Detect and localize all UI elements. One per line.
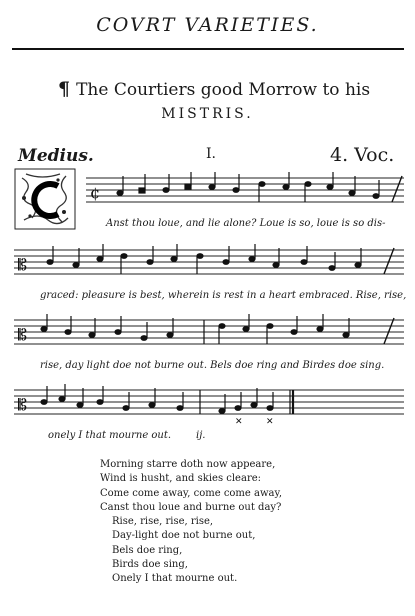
decorated-initial-c: [14, 168, 76, 230]
lyric-line-1: Anst thou loue, and lie alone? Loue is so, loue is so dis-: [106, 218, 386, 229]
music-staff-2: [14, 244, 404, 284]
song-number: I.: [206, 146, 216, 162]
lyric-line-3: rise, day light doe not burne out. Bels doe ring and Birdes doe sing.: [40, 360, 385, 371]
song-title-line2: MISTRIS.: [161, 106, 254, 122]
pilcrow-mark: ¶: [58, 78, 71, 100]
poem-line: Come come away, come come away,: [100, 487, 282, 499]
lyric-line-2: graced: pleasure is best, wherein is rest in a heart embraced. Rise, rise,: [40, 290, 407, 301]
music-staff-3: [14, 314, 404, 354]
svg-text:✕: ✕: [266, 417, 274, 424]
poem-line: Wind is husht, and skies cleare:: [100, 473, 262, 485]
svg-text:𝄡: 𝄡: [18, 255, 27, 274]
voices-count: 4. Voc.: [330, 144, 395, 166]
song-title-text: The Courtiers good Morrow to his: [76, 80, 371, 100]
poem-line: Canst thou loue and burne out day?: [100, 501, 282, 513]
running-header: COVRT VARIETIES.: [96, 14, 319, 36]
poem-line: Morning starre doth now appeare,: [100, 459, 276, 470]
music-staff-1: [86, 172, 404, 212]
svg-text:𝄡: 𝄡: [18, 325, 27, 344]
poem-stanza: [100, 458, 282, 587]
svg-text:𝄡: 𝄡: [18, 395, 27, 414]
poem-line: Rise, rise, rise, rise,: [112, 516, 214, 528]
song-title-line1: [58, 78, 370, 100]
svg-text:¢: ¢: [90, 183, 101, 202]
poem-line: Bels doe ring,: [112, 544, 183, 556]
header-rule: [12, 48, 404, 50]
repeat-mark: ij.: [196, 430, 206, 441]
lyric-line-4: onely I that mourne out.: [48, 430, 172, 441]
poem-line: Onely I that mourne out.: [112, 573, 238, 585]
poem-line: Day-light doe not burne out,: [112, 530, 256, 542]
music-staff-4: [14, 384, 404, 424]
voice-part-label: Medius.: [18, 146, 94, 166]
svg-text:✕: ✕: [235, 417, 243, 424]
poem-line: Birds doe sing,: [112, 559, 188, 571]
